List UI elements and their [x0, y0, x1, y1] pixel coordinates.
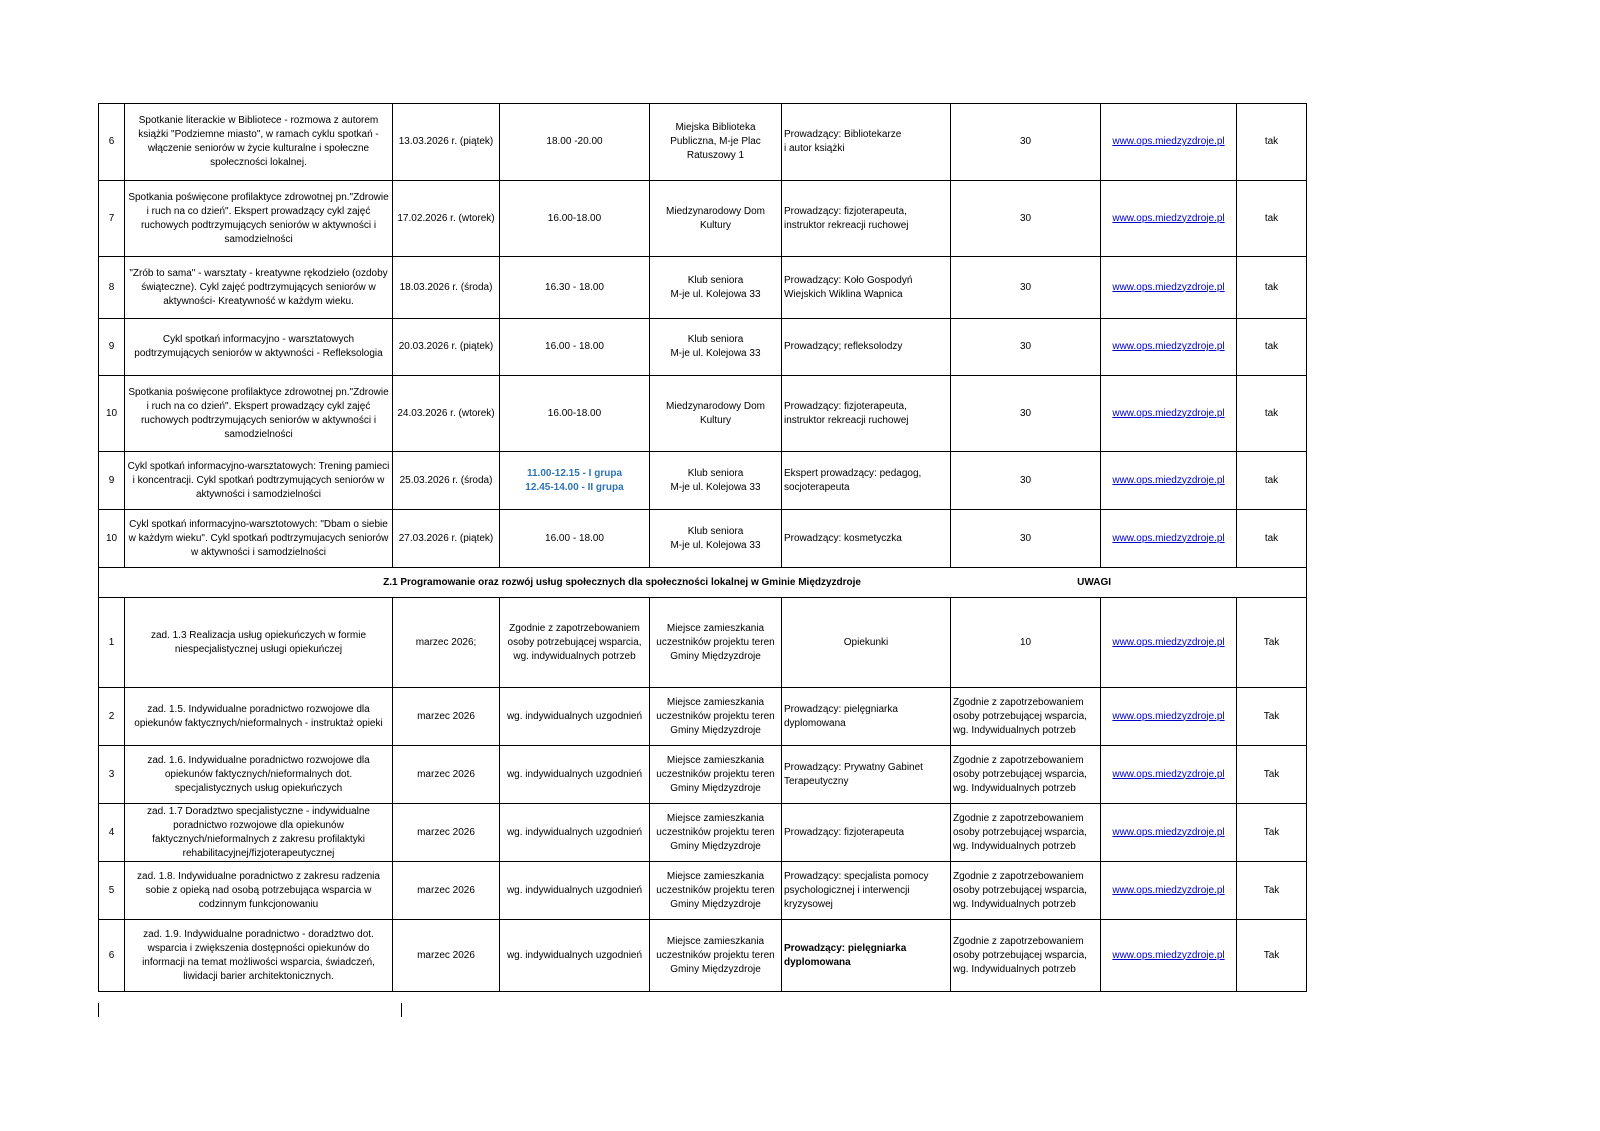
- event-date: 18.03.2026 r. (środa): [393, 257, 500, 319]
- participant-count: 30: [951, 104, 1101, 181]
- event-description: "Zrób to sama" - warsztaty - kreatywne rękodzieło (ozdoby świąteczne). Cykl zajęć podtrzymujących seniorów w aktywności- Kreatywność w każdym wieku.: [125, 257, 393, 319]
- task-place: Miejsce zamieszkania uczestników projektu teren Gminy Międzyzdroje: [650, 804, 782, 862]
- table-row: [99, 104, 1307, 181]
- time-group-1: 11.00-12.15 - I grupa: [526, 467, 623, 479]
- row-number: 5: [99, 862, 125, 920]
- row-number: 10: [99, 510, 125, 568]
- event-date: 24.03.2026 r. (wtorek): [393, 376, 500, 452]
- event-time: 16.30 - 18.00: [500, 257, 650, 319]
- event-time: 16.00 - 18.00: [500, 319, 650, 376]
- website-cell: [1101, 862, 1237, 920]
- event-date: 25.03.2026 r. (środa): [393, 452, 500, 510]
- event-lead: Prowadzący: kosmetyczka: [782, 510, 951, 568]
- task-date: marzec 2026: [393, 688, 500, 746]
- table-row: [99, 376, 1307, 452]
- status-flag: tak: [1237, 181, 1307, 257]
- status-flag: Tak: [1237, 804, 1307, 862]
- status-flag: Tak: [1237, 920, 1307, 992]
- row-number: 4: [99, 804, 125, 862]
- table-row: [99, 688, 1307, 746]
- task-description: zad. 1.8. Indywidualne poradnictwo z zakresu radzenia sobie z opieką nad osobą potrzebująca wsparcia w codzinnym funkcjonowaniu: [125, 862, 393, 920]
- participant-count: 10: [951, 598, 1101, 688]
- section-header: [99, 568, 1307, 598]
- section-title: Z.1 Programowanie oraz rozwój usług społecznych dla społeczności lokalnej w Gminie Międzyzdroje: [383, 576, 861, 588]
- table-row: [99, 920, 1307, 992]
- row-number: 1: [99, 598, 125, 688]
- event-description: Cykl spotkań informacyjno-warsztotowych: "Dbam o siebie w każdym wieku". Cykl spotkań podtrzymujacych seniorów w aktywności i samodzielności: [125, 510, 393, 568]
- website-cell: [1101, 319, 1237, 376]
- task-lead: Prowadzący: pielęgniarka dyplomowana: [782, 688, 951, 746]
- task-time: wg. indywidualnych uzgodnień: [500, 688, 650, 746]
- event-description: Spotkanie literackie w Bibliotece - rozmowa z autorem książki "Podziemne miasto", w ramach cyklu spotkań - włączenie seniorów w życie kulturalne i społeczne społeczności lokalnej.: [125, 104, 393, 181]
- website-cell: [1101, 104, 1237, 181]
- event-time: 16.00-18.00: [500, 376, 650, 452]
- participant-count: Zgodnie z zapotrzebowaniem osoby potrzebującej wsparcia, wg. Indywidualnych potrzeb: [951, 920, 1101, 992]
- event-lead: Prowadzący: Koło Gospodyń Wiejskich Wiklina Wapnica: [782, 257, 951, 319]
- status-flag: Tak: [1237, 598, 1307, 688]
- task-date: marzec 2026: [393, 804, 500, 862]
- website-link[interactable]: www.ops.miedzyzdroje.pl: [1112, 212, 1225, 224]
- task-time: wg. indywidualnych uzgodnień: [500, 862, 650, 920]
- event-time: 16.00 - 18.00: [500, 510, 650, 568]
- table-row: [99, 510, 1307, 568]
- website-link[interactable]: www.ops.miedzyzdroje.pl: [1112, 949, 1225, 961]
- task-place: Miejsce zamieszkania uczestników projektu teren Gminy Międzyzdroje: [650, 598, 782, 688]
- event-date: 20.03.2026 r. (piątek): [393, 319, 500, 376]
- task-lead: Prowadzący: specjalista pomocy psychologicznej i interwencji kryzysowej: [782, 862, 951, 920]
- event-place: Klub seniora M-je ul. Kolejowa 33: [650, 319, 782, 376]
- event-lead: Prowadzący: fizjoterapeuta, instruktor rekreacji ruchowej: [782, 376, 951, 452]
- status-flag: Tak: [1237, 688, 1307, 746]
- event-time: [500, 452, 650, 510]
- task-time: wg. indywidualnych uzgodnień: [500, 804, 650, 862]
- status-flag: tak: [1237, 104, 1307, 181]
- participant-count: 30: [951, 452, 1101, 510]
- task-date: marzec 2026: [393, 746, 500, 804]
- table-row: [99, 319, 1307, 376]
- task-lead: Prowadzący: pielęgniarka dyplomowana: [782, 920, 951, 992]
- status-flag: tak: [1237, 510, 1307, 568]
- task-description: zad. 1.9. Indywidualne poradnictwo - doradztwo dot. wsparcia i zwiększenia dostępności opiekunów do informacji na temat możliwości wsparcia, świadczeń, liwidacji barier architektonicznych.: [125, 920, 393, 992]
- status-flag: tak: [1237, 257, 1307, 319]
- event-lead: Ekspert prowadzący: pedagog, socjoterapeuta: [782, 452, 951, 510]
- event-date: 13.03.2026 r. (piątek): [393, 104, 500, 181]
- task-lead: Prowadzący: fizjoterapeuta: [782, 804, 951, 862]
- task-description: zad. 1.5. Indywidualne poradnictwo rozwojowe dla opiekunów faktycznych/nieformalnych - instruktaż opieki: [125, 688, 393, 746]
- task-date: marzec 2026: [393, 862, 500, 920]
- task-place: Miejsce zamieszkania uczestników projektu teren Gminy Międzyzdroje: [650, 920, 782, 992]
- task-description: zad. 1.3 Realizacja usług opiekuńczych w formie niespecjalistycznej usługi opiekuńczej: [125, 598, 393, 688]
- event-description: Spotkania poświęcone profilaktyce zdrowotnej pn."Zdrowie i ruch na co dzień". Ekspert prowadzący cykl zajęć ruchowych podtrzymujących seniorów w aktywności i samodzielności: [125, 181, 393, 257]
- task-time: wg. indywidualnych uzgodnień: [500, 746, 650, 804]
- task-place: Miejsce zamieszkania uczestników projektu teren Gminy Międzyzdroje: [650, 862, 782, 920]
- participant-count: Zgodnie z zapotrzebowaniem osoby potrzebującej wsparcia, wg. Indywidualnych potrzeb: [951, 746, 1101, 804]
- table-row: [99, 257, 1307, 319]
- event-place: Klub seniora M-je ul. Kolejowa 33: [650, 510, 782, 568]
- event-place: Miedzynarodowy Dom Kultury: [650, 376, 782, 452]
- participant-count: Zgodnie z zapotrzebowaniem osoby potrzebującej wsparcia, wg. Indywidualnych potrzeb: [951, 688, 1101, 746]
- event-time: 16.00-18.00: [500, 181, 650, 257]
- event-date: 17.02.2026 r. (wtorek): [393, 181, 500, 257]
- section-header-row: [99, 568, 1307, 598]
- status-flag: tak: [1237, 376, 1307, 452]
- website-cell: [1101, 181, 1237, 257]
- participant-count: 30: [951, 257, 1101, 319]
- table-row: [99, 804, 1307, 862]
- event-place: Klub seniora M-je ul. Kolejowa 33: [650, 452, 782, 510]
- website-cell: [1101, 257, 1237, 319]
- row-number: 9: [99, 319, 125, 376]
- website-cell: [1101, 746, 1237, 804]
- table-row: [99, 181, 1307, 257]
- task-date: marzec 2026: [393, 920, 500, 992]
- row-number: 2: [99, 688, 125, 746]
- event-description: Cykl spotkań informacyjno - warsztatowych podtrzymujących seniorów w aktywności - Refleksologia: [125, 319, 393, 376]
- event-place: Miejska Biblioteka Publiczna, M-je Plac Ratuszowy 1: [650, 104, 782, 181]
- website-link[interactable]: www.ops.miedzyzdroje.pl: [1112, 884, 1225, 896]
- event-lead: Prowadzący; refleksolodzy: [782, 319, 951, 376]
- website-link[interactable]: www.ops.miedzyzdroje.pl: [1112, 136, 1225, 147]
- row-number: 10: [99, 376, 125, 452]
- task-lead: Opiekunki: [782, 598, 951, 688]
- website-cell: [1101, 452, 1237, 510]
- table-continuation-lines: [98, 1003, 402, 1017]
- table-row: [99, 598, 1307, 688]
- website-link[interactable]: www.ops.miedzyzdroje.pl: [1112, 281, 1225, 293]
- status-flag: tak: [1237, 452, 1307, 510]
- participant-count: Zgodnie z zapotrzebowaniem osoby potrzebującej wsparcia, wg. Indywidualnych potrzeb: [951, 804, 1101, 862]
- task-place: Miejsce zamieszkania uczestników projektu teren Gminy Międzyzdroje: [650, 746, 782, 804]
- website-link[interactable]: www.ops.miedzyzdroje.pl: [1112, 532, 1225, 544]
- row-number: 7: [99, 181, 125, 257]
- website-cell: [1101, 376, 1237, 452]
- status-flag: Tak: [1237, 862, 1307, 920]
- website-link[interactable]: www.ops.miedzyzdroje.pl: [1112, 710, 1225, 722]
- participant-count: 30: [951, 181, 1101, 257]
- task-description: zad. 1.7 Doradztwo specjalistyczne - indywidualne poradnictwo rozwojowe dla opiekunów faktycznych/nieformalnych z zakresu profilaktyki rehabilitacyjnej/fizjoterapeutycznej: [125, 804, 393, 862]
- table-row: [99, 452, 1307, 510]
- website-link[interactable]: www.ops.miedzyzdroje.pl: [1112, 768, 1225, 780]
- participant-count: 30: [951, 319, 1101, 376]
- event-description: Cykl spotkań informacyjno-warsztatowych: Trening pamieci i koncentracji. Cykl spotkań podtrzymujących seniorów w aktywności i samodzielności: [125, 452, 393, 510]
- row-number: 6: [99, 104, 125, 181]
- website-link[interactable]: www.ops.miedzyzdroje.pl: [1112, 341, 1225, 352]
- event-lead: Prowadzący: fizjoterapeuta, instruktor rekreacji ruchowej: [782, 181, 951, 257]
- task-time: Zgodnie z zapotrzebowaniem osoby potrzebującej wsparcia, wg. indywidualnych potrzeb: [500, 598, 650, 688]
- website-cell: [1101, 510, 1237, 568]
- row-number: 9: [99, 452, 125, 510]
- schedule-table: [98, 103, 1307, 992]
- participant-count: Zgodnie z zapotrzebowaniem osoby potrzebującej wsparcia, wg. Indywidualnych potrzeb: [951, 862, 1101, 920]
- row-number: 3: [99, 746, 125, 804]
- event-description: Spotkania poświęcone profilaktyce zdrowotnej pn."Zdrowie i ruch na co dzień". Ekspert prowadzący cykl zajęć ruchowych podtrzymujących seniorów w aktywności i samodzielności: [125, 376, 393, 452]
- participant-count: 30: [951, 510, 1101, 568]
- website-link[interactable]: www.ops.miedzyzdroje.pl: [1112, 826, 1225, 838]
- event-date: 27.03.2026 r. (piątek): [393, 510, 500, 568]
- time-group-2: 12.45-14.00 - II grupa: [525, 481, 624, 493]
- notes-label: UWAGI: [1077, 576, 1111, 588]
- website-cell: [1101, 688, 1237, 746]
- website-cell: [1101, 920, 1237, 992]
- event-lead: Prowadzący: Bibliotekarze i autor książki: [782, 104, 951, 181]
- event-time: 18.00 -20.00: [500, 104, 650, 181]
- website-cell: [1101, 598, 1237, 688]
- status-flag: tak: [1237, 319, 1307, 376]
- row-number: 6: [99, 920, 125, 992]
- website-link[interactable]: www.ops.miedzyzdroje.pl: [1112, 474, 1225, 486]
- status-flag: Tak: [1237, 746, 1307, 804]
- event-place: Miedzynarodowy Dom Kultury: [650, 181, 782, 257]
- website-cell: [1101, 804, 1237, 862]
- website-link[interactable]: www.ops.miedzyzdroje.pl: [1112, 636, 1225, 648]
- task-date: marzec 2026;: [393, 598, 500, 688]
- row-number: 8: [99, 257, 125, 319]
- participant-count: 30: [951, 376, 1101, 452]
- task-description: zad. 1.6. Indywidualne poradnictwo rozwojowe dla opiekunów faktycznych/nieformalnych dot. specjalistycznych usług opiekuńczych: [125, 746, 393, 804]
- task-time: wg. indywidualnych uzgodnień: [500, 920, 650, 992]
- event-place: Klub seniora M-je ul. Kolejowa 33: [650, 257, 782, 319]
- table-row: [99, 746, 1307, 804]
- task-place: Miejsce zamieszkania uczestników projektu teren Gminy Międzyzdroje: [650, 688, 782, 746]
- task-lead: Prowadzący: Prywatny Gabinet Terapeutyczny: [782, 746, 951, 804]
- website-link[interactable]: www.ops.miedzyzdroje.pl: [1112, 407, 1225, 419]
- table-row: [99, 862, 1307, 920]
